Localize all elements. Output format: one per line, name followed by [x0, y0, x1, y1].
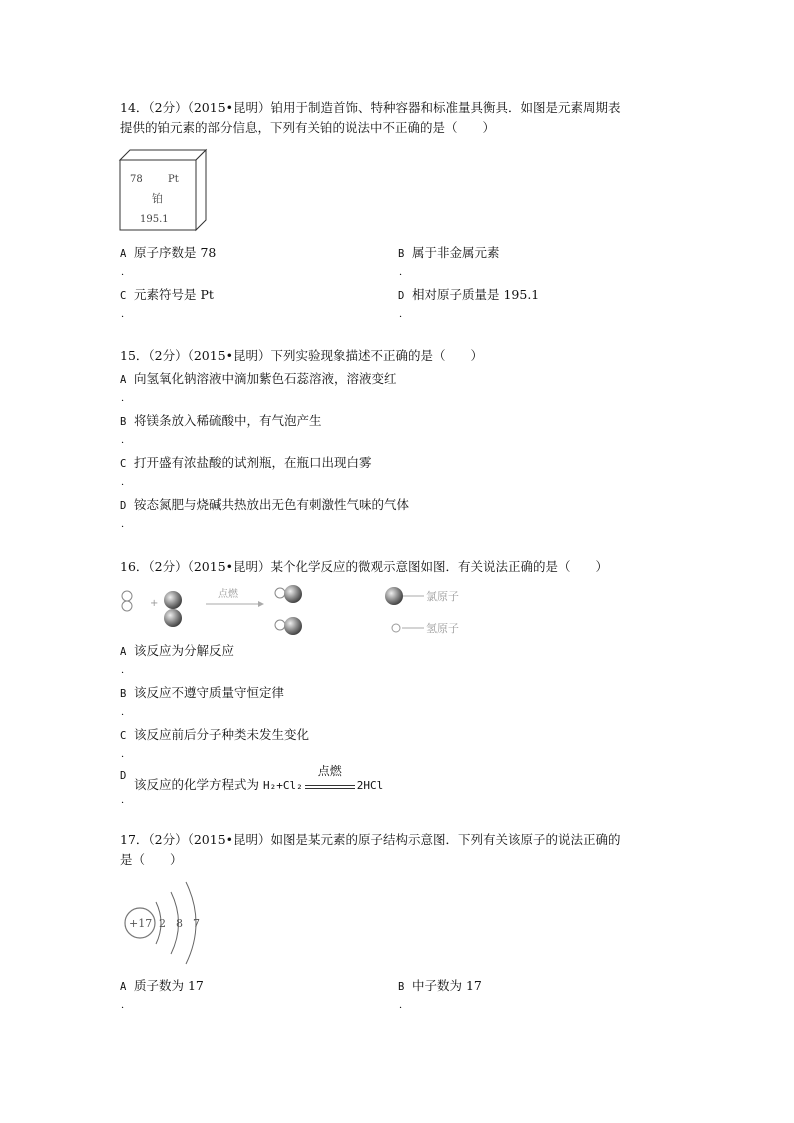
equation-left: H₂+Cl₂	[262, 779, 303, 792]
q14-option-c[interactable]	[120, 286, 214, 305]
option-label: A	[120, 981, 127, 993]
option-dot: ．	[121, 477, 131, 488]
option-dot: ．	[121, 795, 131, 806]
option-dot: ．	[121, 749, 131, 760]
plus-sign: +	[150, 598, 159, 609]
option-text: 向氢氧化钠溶液中滴加紫色石蕊溶液，溶液变红	[134, 371, 397, 386]
shell-1-electrons: 2	[159, 917, 166, 930]
q16-option-c[interactable]	[120, 726, 309, 745]
legend-chlorine-label: 氯原子	[426, 590, 459, 603]
condition-text: 点燃	[317, 764, 342, 778]
q14-option-a[interactable]	[120, 244, 216, 263]
q17-stem-line2: 是（ ）	[120, 852, 183, 867]
option-text: 属于非金属元素	[412, 245, 500, 260]
option-label: C	[120, 730, 127, 742]
option-dot: ．	[399, 267, 409, 278]
option-dot: ．	[121, 435, 131, 446]
option-text: 该反应不遵守质量守恒定律	[134, 685, 285, 700]
option-text: 将镁条放入稀硫酸中，有气泡产生	[134, 413, 322, 428]
option-dot: ．	[121, 393, 131, 404]
q16-option-a[interactable]	[120, 642, 234, 661]
q16-option-b[interactable]	[120, 684, 284, 703]
option-dot: ．	[121, 309, 131, 320]
equation-right: 2HCl	[356, 779, 384, 792]
q17-option-a[interactable]	[120, 977, 204, 996]
q15-option-c[interactable]	[120, 454, 372, 473]
platinum-element-cell	[116, 148, 212, 234]
option-label: B	[120, 416, 127, 428]
shell-2-electrons: 8	[176, 917, 183, 930]
cell-symbol: Pt	[168, 174, 179, 185]
q14-stem-line1: 14．（2分）（2015•昆明）铂用于制造首饰、特种容器和标准量具衡具．如图是元素周期表	[120, 100, 621, 115]
option-label: D	[398, 290, 405, 302]
option-text: 该反应为分解反应	[134, 643, 235, 658]
option-text: 该反应前后分子种类未发生变化	[134, 727, 310, 742]
option-dot: ．	[399, 1000, 409, 1011]
cell-atomic-mass: 195.1	[140, 214, 169, 225]
equation-condition	[305, 764, 355, 789]
reaction-micro-diagram	[116, 582, 496, 640]
option-dot: ．	[121, 707, 131, 718]
option-label: A	[120, 248, 127, 260]
hcl-molecule-2	[275, 617, 302, 635]
q16-option-d-label[interactable]: D	[120, 770, 127, 782]
option-label: B	[120, 688, 127, 700]
option-label: A	[120, 646, 127, 658]
shell-3-electrons: 7	[193, 917, 200, 930]
q17-option-b[interactable]	[398, 977, 482, 996]
option-dot: ．	[121, 519, 131, 530]
arrow-condition-label: 点燃	[218, 589, 238, 600]
q14-stem-line2: 提供的铂元素的部分信息，下列有关铂的说法中不正确的是（ ）	[120, 120, 496, 135]
option-dot: ．	[399, 309, 409, 320]
option-text: 元素符号是 Pt	[134, 287, 214, 302]
chlorine-molecule	[164, 591, 182, 627]
q14-option-b[interactable]	[398, 244, 500, 263]
cell-atomic-number: 78	[130, 174, 143, 185]
equals-bar	[305, 785, 355, 789]
option-label: D	[120, 500, 127, 512]
legend-hydrogen	[392, 621, 459, 635]
legend-chlorine	[385, 587, 459, 605]
option-text: 该反应的化学方程式为	[134, 777, 263, 792]
option-text: 铵态氮肥与烧碱共热放出无色有刺激性气味的气体	[134, 497, 410, 512]
option-dot: ．	[121, 1000, 131, 1011]
option-label: B	[398, 248, 405, 260]
option-label: C	[120, 290, 127, 302]
option-label: A	[120, 374, 127, 386]
legend-hydrogen-label: 氢原子	[426, 622, 459, 635]
q17-stem-line1: 17．（2分）（2015•昆明）如图是某元素的原子结构示意图．下列有关该原子的说法正确的	[120, 832, 621, 847]
hcl-molecule-1	[275, 585, 302, 603]
option-dot: ．	[121, 267, 131, 278]
option-dot: ．	[121, 665, 131, 676]
option-label: B	[398, 981, 405, 993]
q15-stem: 15．（2分）（2015•昆明）下列实验现象描述不正确的是（ ）	[120, 348, 484, 363]
hydrogen-molecule	[122, 591, 132, 611]
option-text: 打开盛有浓盐酸的试剂瓶，在瓶口出现白雾	[134, 455, 372, 470]
q16-stem: 16．（2分）（2015•昆明）某个化学反应的微观示意图如图．有关说法正确的是（ ）	[120, 559, 609, 574]
q15-option-d[interactable]	[120, 496, 409, 515]
q15-option-a[interactable]	[120, 370, 397, 389]
q15-option-b[interactable]	[120, 412, 322, 431]
nucleus-charge: +17	[129, 917, 153, 930]
option-text: 中子数为 17	[412, 978, 482, 993]
cell-element-name: 铂	[152, 192, 163, 205]
arrow-head	[258, 601, 264, 607]
option-text: 原子序数是 78	[134, 245, 217, 260]
q16-option-d[interactable]	[134, 764, 384, 795]
atomic-structure-diagram	[116, 878, 216, 970]
option-label: C	[120, 458, 127, 470]
q14-option-d[interactable]	[398, 286, 539, 305]
option-text: 相对原子质量是 195.1	[412, 287, 540, 302]
option-text: 质子数为 17	[134, 978, 204, 993]
